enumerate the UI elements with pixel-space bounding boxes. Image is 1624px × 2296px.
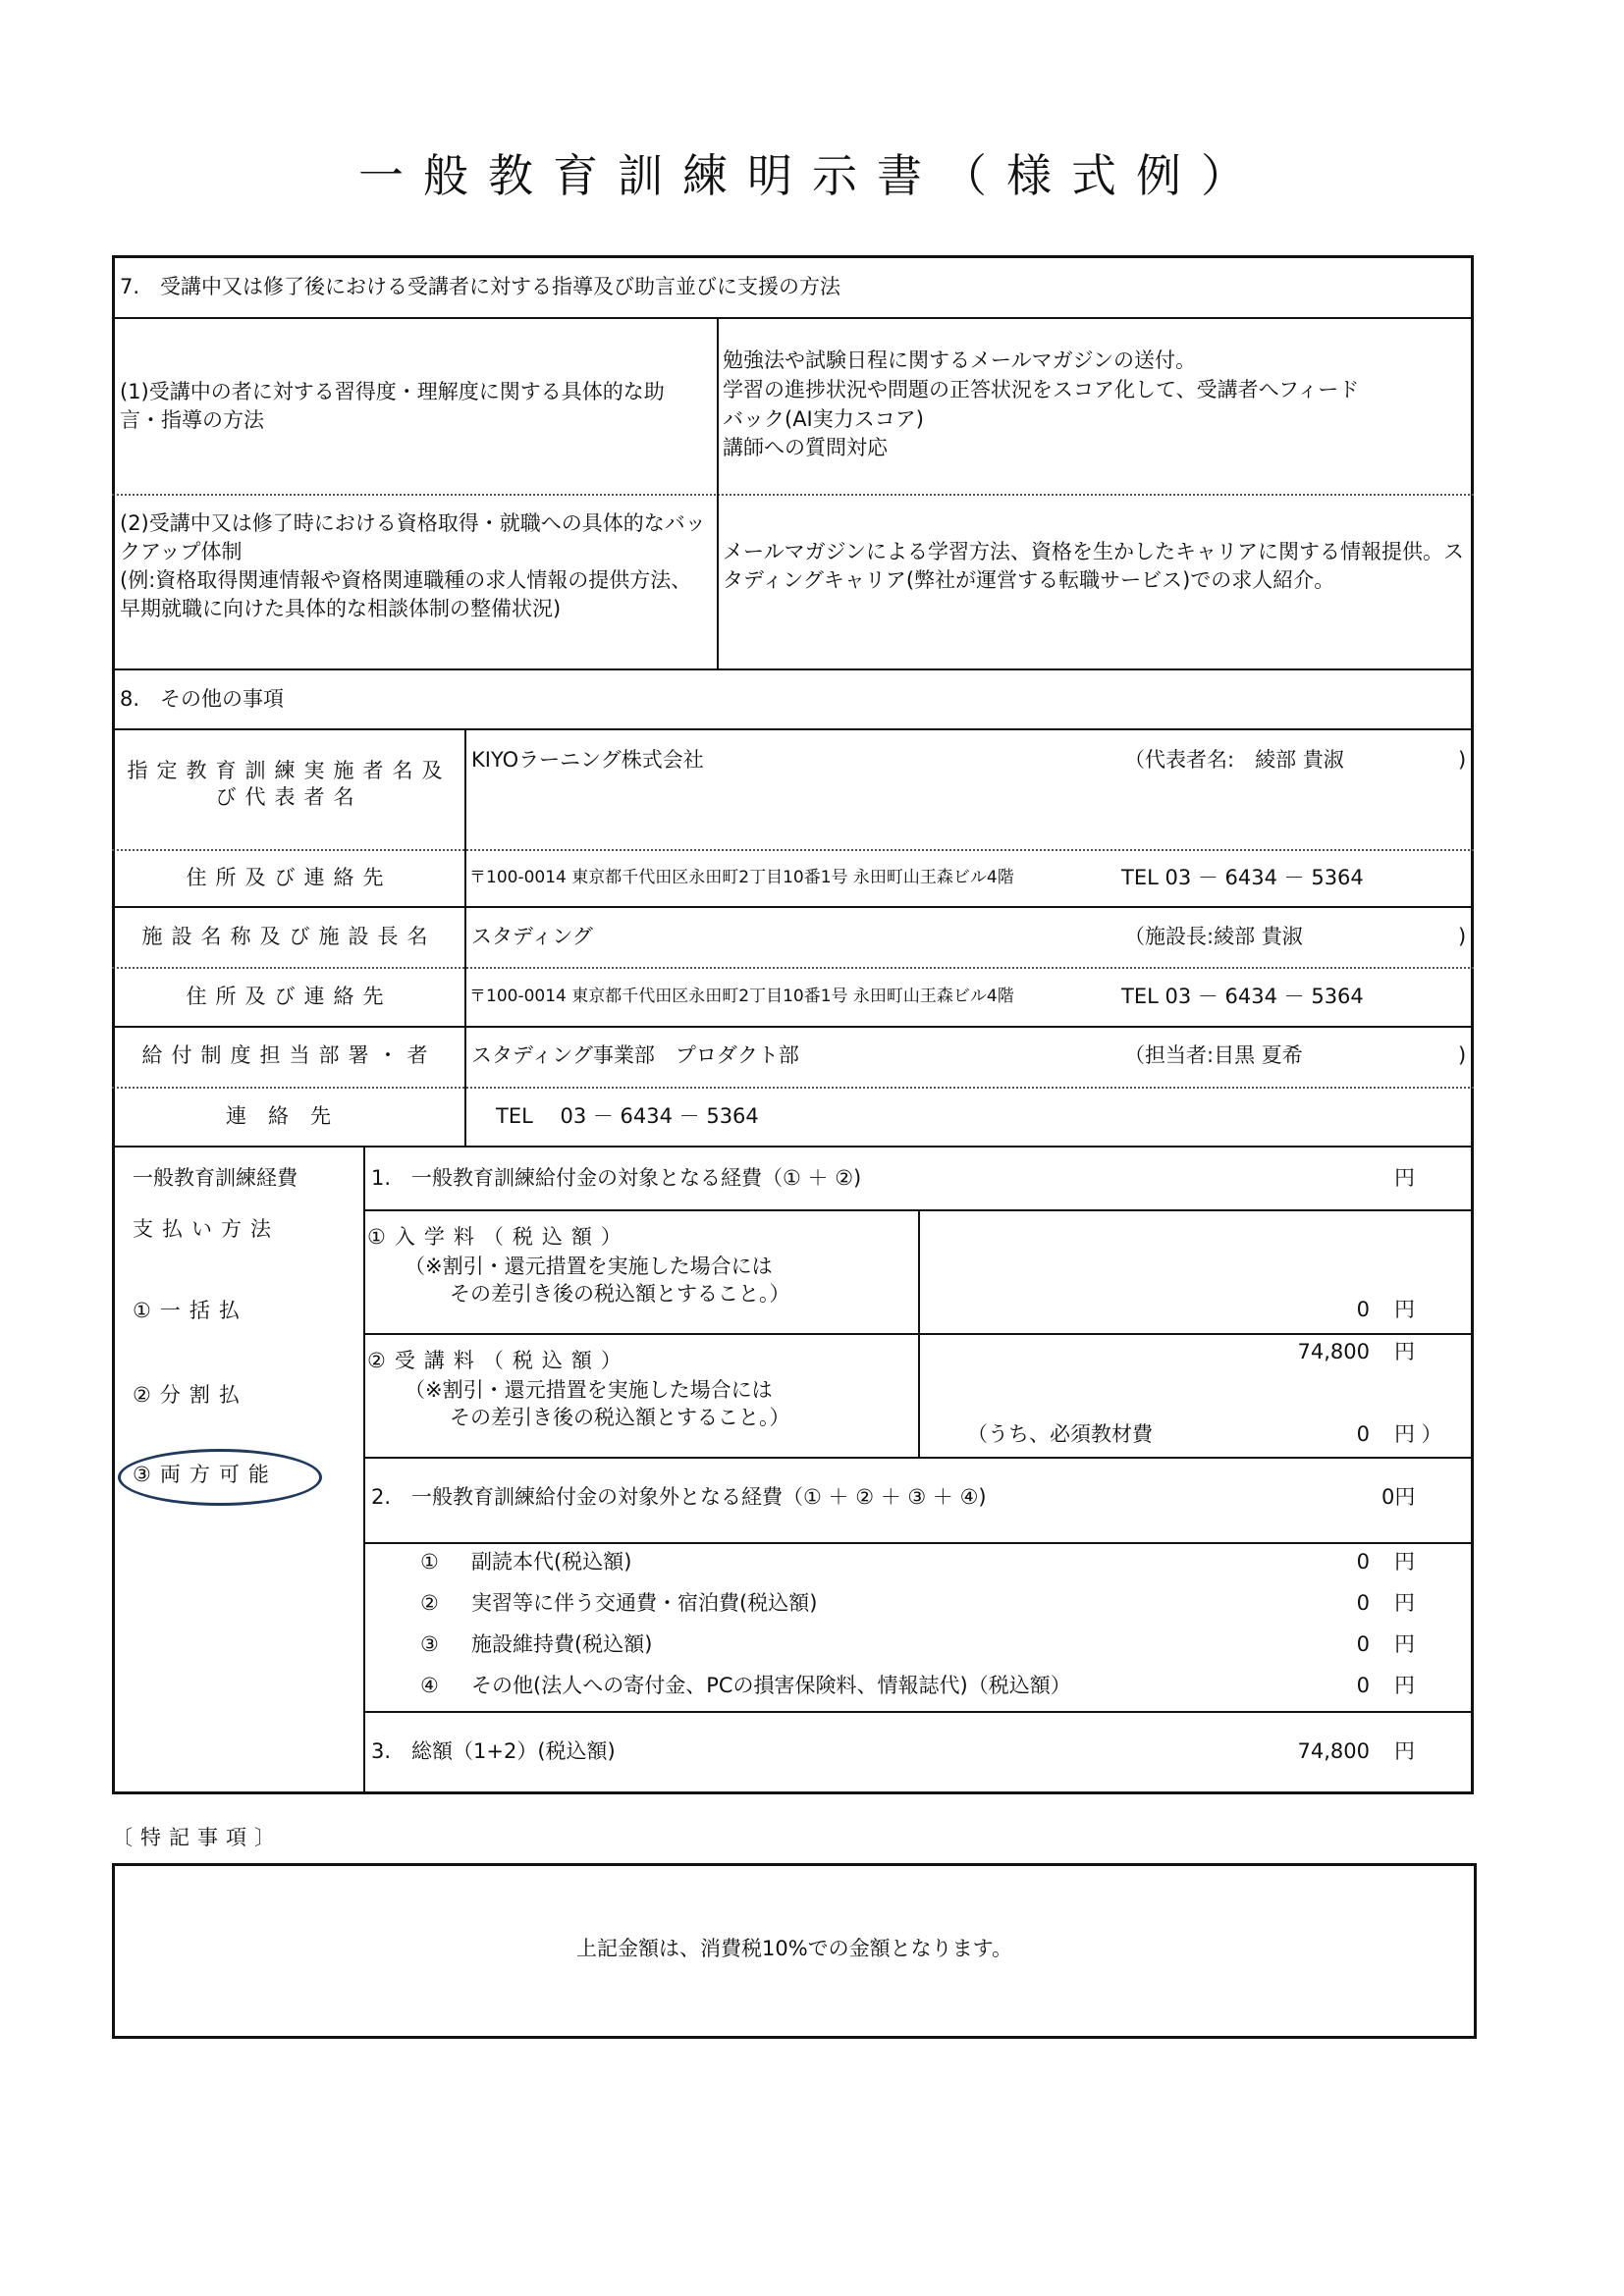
special-notes-box [112,1863,1477,2039]
payment-option-lump-sum: ①一括払 [133,1299,248,1322]
representative: （代表者名: 綾部 貴淑 [1124,748,1344,772]
address2-value: 〒100-0014 東京都千代田区永田町2丁目10番1号 永田町山王森ビル4階 [469,987,1014,1006]
dotted-divider [112,1087,1474,1089]
answer-line: 勉強法や試験日程に関するメールマガジンの送付。 [723,348,1197,372]
paren-close: ) [1458,1043,1467,1067]
yen-unit: 円 [1394,1632,1415,1656]
divider [363,1711,1474,1713]
materials-close: 円 ） [1394,1422,1442,1446]
yen-unit: 円 [1394,1298,1415,1321]
tuition-value: 74,800 [1297,1340,1370,1363]
discount-note: （※割引・還元措置を実施した場合には [405,1255,773,1278]
item-label: 実習等に伴う交通費・宿泊費(税込額) [471,1591,818,1615]
divider [112,668,1474,670]
answer-line: バック(AI実力スコア) [723,406,924,431]
divider [363,1146,365,1791]
item-label: 副読本代(税込額) [471,1550,632,1574]
discount-note: その差引き後の税込額とすること。） [450,1282,790,1306]
yen-unit: 円 [1394,1166,1415,1190]
facility-head: （施設長:綾部 貴淑 [1124,925,1303,948]
yen-unit: 円 [1394,1550,1415,1574]
item-value: 0 [1356,1591,1370,1615]
item-number: ④ [420,1674,439,1697]
non-covered-expense-value: 0円 [1381,1485,1416,1509]
divider [363,1333,1474,1335]
tel: TEL 03 － 6434 － 5364 [1121,866,1364,889]
item-number: ② [420,1591,439,1615]
facility-value: スタディング [471,925,593,948]
org-value: KIYOラーニング株式会社 [471,748,704,772]
yen-unit: 円 [1394,1340,1415,1363]
item-label: その他(法人への寄付金、PCの損害保険料、情報誌代)（税込額） [471,1674,1071,1697]
backup-system-answer: メールマガジンによる学習方法、資格を生かしたキャリアに関する情報提供。スタディングキャリア(弊社が運営する転職サービス)での求人紹介。 [723,540,1465,592]
answer-line: 学習の進捗状況や問題の正答状況をスコア化して、受講者へフィード [723,377,1360,401]
address-value: 〒100-0014 東京都千代田区永田町2丁目10番1号 永田町山王森ビル4階 [469,868,1014,887]
contact-value: TEL 03 － 6434 － 5364 [496,1104,759,1128]
divider [112,906,1474,908]
backup-system-example: (例:資格取得関連情報や資格関連職種の求人情報の提供方法、早期就職に向けた具体的な相談体制の整備状況) [120,567,692,620]
item-value: 0 [1356,1632,1370,1656]
payment-option-both: ③両方可能 [133,1463,278,1486]
address2-label: 住所及び連絡先 [186,985,393,1008]
yen-unit: 円 [1394,1739,1415,1763]
section7-heading: 7. 受講中又は修了後における受講者に対する指導及び助言並びに支援の方法 [120,275,841,298]
contact-label: 連絡先 [226,1104,352,1128]
divider [363,1457,1474,1459]
divider [464,728,466,1146]
paren-close: ) [1458,748,1467,772]
dept-value: スタディング事業部 プロダクト部 [471,1043,799,1067]
backup-system-title: (2)受講中又は修了時における資格取得・就職への具体的なバックアップ体制 [120,511,706,563]
item-label: 施設維持費(税込額) [471,1632,653,1656]
total-label: 3. 総額（1+2）(税込額) [371,1739,616,1763]
divider [717,317,719,668]
yen-unit: 円 [1394,1591,1415,1615]
special-notes-text: 上記金額は、消費税10%での金額となります。 [576,1937,1012,1960]
materials-value: 0 [1356,1422,1370,1446]
table-bottom-border [112,1791,1474,1794]
total-value: 74,800 [1297,1739,1370,1763]
table-right-border [1471,255,1474,1793]
divider [363,1542,1474,1544]
entry-fee-value: 0 [1356,1298,1370,1321]
special-notes-heading: 〔特記事項〕 [112,1826,283,1849]
guidance-method-answer [723,347,1469,463]
table-left-border [112,255,115,1793]
guidance-method-label: (1)受講中の者に対する習得度・理解度に関する具体的な助言・指導の方法 [120,380,665,432]
backup-system-label [120,509,709,623]
yen-unit: 円 [1394,1674,1415,1697]
org-label: 指定教育訓練実施者名及び代表者名 [127,759,452,810]
address-label: 住所及び連絡先 [186,866,393,889]
payment-option-installment: ②分割払 [133,1383,248,1407]
section8-heading: 8. その他の事項 [120,687,285,711]
payment-method-label: 支払い方法 [133,1217,280,1241]
divider [112,317,1474,319]
facility-label: 施設名称及び施設長名 [141,925,437,948]
page-title: 一般教育訓練明示書（様式例） [358,149,1266,202]
item-value: 0 [1356,1550,1370,1574]
covered-expense-label: 1. 一般教育訓練給付金の対象となる経費（① ＋ ②) [371,1166,862,1190]
discount-note: その差引き後の税込額とすること。） [450,1406,790,1429]
discount-note: （※割引・還元措置を実施した場合には [405,1378,773,1402]
item-number: ③ [420,1632,439,1656]
tel2: TEL 03 － 6434 － 5364 [1121,985,1364,1008]
item-number: ① [420,1550,439,1574]
divider [112,1026,1474,1028]
expense-title: 一般教育訓練経費 [133,1166,298,1190]
table-top-border [112,255,1474,258]
entry-fee-label: ①入学料（税込額） [367,1225,630,1249]
answer-line: 講師への質問対応 [723,436,888,460]
materials-label: （うち、必須教材費 [967,1422,1153,1446]
dotted-divider [112,494,1474,496]
dept-label: 給付制度担当部署・者 [141,1043,437,1067]
divider [112,728,1474,730]
tuition-label: ②受講料（税込額） [367,1349,630,1372]
item-value: 0 [1356,1674,1370,1697]
dept-person: （担当者:目黒 夏希 [1124,1043,1303,1067]
divider [112,1146,1474,1148]
dotted-divider [112,967,1474,969]
dotted-divider [112,849,1474,851]
non-covered-expense-label: 2. 一般教育訓練給付金の対象外となる経費（① ＋ ② ＋ ③ ＋ ④) [371,1485,987,1509]
paren-close: ) [1458,925,1467,948]
